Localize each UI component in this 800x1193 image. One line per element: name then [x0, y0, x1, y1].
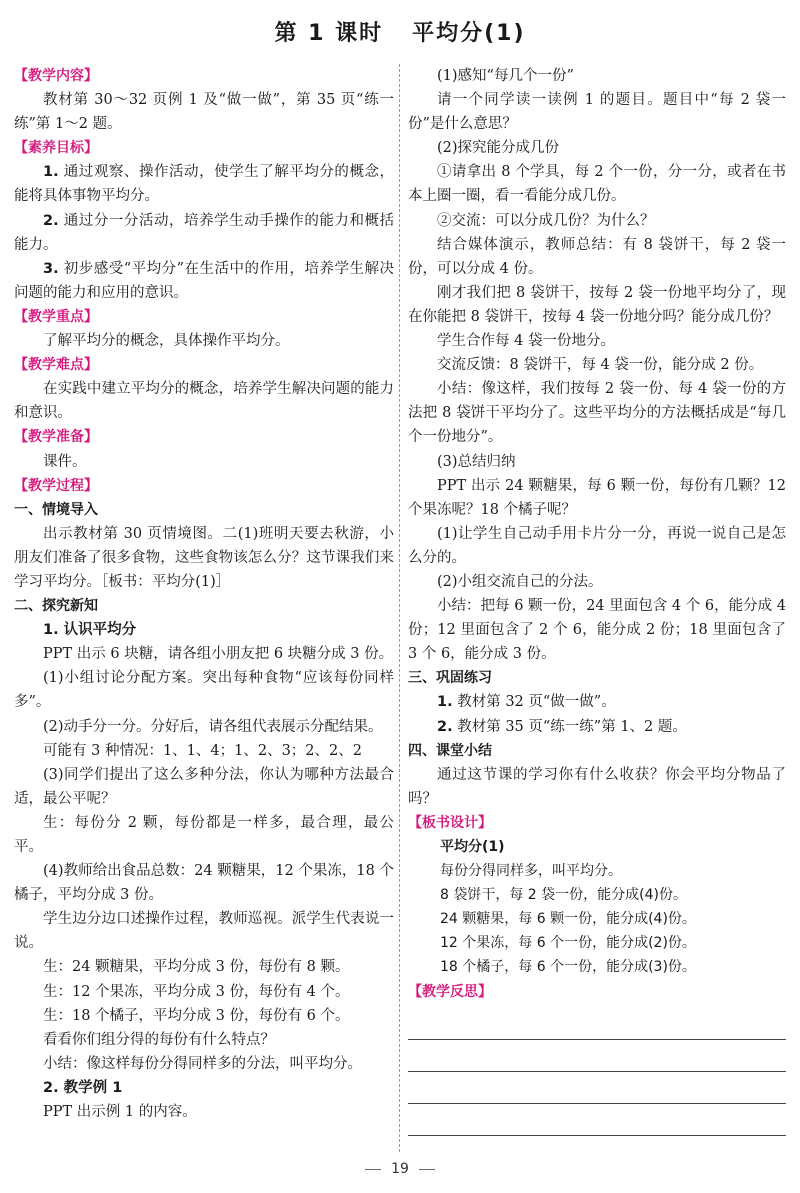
explore-paragraph: 生：每份分 2 颗，每份都是一样多，最合理，最公平。: [14, 814, 394, 855]
right-paragraph: 结合媒体演示，教师总结：有 8 袋饼干，每 2 袋一份，可以分成 4 份。: [408, 236, 786, 277]
board-line: 18 个橘子，每 6 个一份，能分成(3)份。: [440, 959, 696, 976]
board-line: 每份分得同样多，叫平均分。: [440, 863, 622, 880]
explore-paragraph: (4)教师给出食品总数：24 颗糖果，12 个果冻，18 个橘子，平均分成 3 份。: [14, 863, 394, 904]
section-summary: 四、课堂小结: [408, 742, 492, 759]
board-line: 12 个果冻，每 6 个一份，能分成(2)份。: [440, 935, 696, 952]
section-explore: 二、探究新知: [14, 598, 98, 615]
page-title: 第 1 课时 平均分(1): [274, 21, 526, 46]
explore-paragraph: PPT 出示例 1 的内容。: [43, 1104, 197, 1121]
explore-paragraph: 生：12 个果冻，平均分成 3 份，每份有 4 个。: [43, 983, 350, 1000]
board-design: [408, 835, 786, 980]
board-line: 8 袋饼干，每 2 袋一份，能分成(4)份。: [440, 887, 687, 904]
heading-difficulty: 【教学难点】: [14, 357, 98, 374]
goal-3: 3. 初步感受“平均分”在生活中的作用，培养学生解决问题的能力和应用的意识。: [14, 260, 394, 301]
column-divider: [399, 64, 400, 1152]
preparation-text: 课件。: [43, 453, 87, 470]
heading-key-point: 【教学重点】: [14, 308, 98, 325]
heading-reflection: 【教学反思】: [408, 983, 492, 1000]
heading-goals: 【素养目标】: [14, 140, 98, 157]
goal-1: 1. 通过观察、操作活动，使学生了解平均分的概念，能将具体事物平均分。: [14, 164, 395, 205]
right-paragraph: (3)总结归纳: [437, 453, 516, 470]
explore-paragraph: 生：18 个橘子，平均分成 3 份，每份有 6 个。: [43, 1007, 350, 1024]
right-paragraph: ①请拿出 8 个学具，每 2 个一份，分一分，或者在书本上圈一圈，看一看能分成几份。: [408, 164, 786, 205]
left-column: [14, 64, 394, 1124]
board-title: 平均分(1): [440, 839, 505, 855]
explore-paragraph: 小结：像这样每份分得同样多的分法，叫平均分。: [43, 1055, 362, 1072]
writing-line: [408, 1104, 786, 1136]
heading-teaching-content: 【教学内容】: [14, 68, 98, 84]
explore-paragraph: PPT 出示 6 块糖，请各组小朋友把 6 块糖分成 3 份。: [43, 646, 394, 663]
teaching-content-text: 教材第 30～32 页例 1 及“做一做”，第 35 页“练一练”第 1～2 题。: [14, 92, 394, 133]
explore-paragraph: 生：24 颗糖果，平均分成 3 份，每份有 8 颗。: [43, 959, 350, 976]
reflection-lines: [408, 1008, 786, 1136]
right-paragraph: 小结：把每 6 颗一份，24 里面包含 4 个 6，能分成 4 份；12 里面包含了 2 个 6，能分成 2 份；18 里面包含了 3 个 6，能分成 3 份。: [408, 598, 786, 663]
right-paragraph: 请一个同学读一读例 1 的题目。题目中“每 2 袋一份”是什么意思？: [408, 92, 786, 133]
explore-paragraph: 学生边分边口述操作过程，教师巡视。派学生代表说一说。: [14, 911, 394, 952]
right-paragraph: 交流反馈：8 袋饼干，每 4 袋一份，能分成 2 份。: [437, 357, 764, 374]
right-paragraph: (1)感知“每几个一份”: [437, 68, 574, 84]
writing-line: [408, 1008, 786, 1040]
board-line: 24 颗糖果，每 6 颗一份，能分成(4)份。: [440, 911, 696, 928]
right-paragraph: PPT 出示 24 颗糖果，每 6 颗一份，每份有几颗？12 个果冻呢？18 个橘子呢？: [408, 477, 786, 518]
right-paragraph: (2)探究能分成几份: [437, 140, 560, 157]
explore-paragraph: (2)动手分一分。分好后，请各组代表展示分配结果。: [43, 718, 383, 735]
summary-text: 通过这节课的学习你有什么收获？你会平均分物品了吗？: [408, 766, 786, 807]
practice-item-1: 1. 教材第 32 页“做一做”。: [437, 694, 616, 711]
right-paragraph: 小结：像这样，我们按每 2 袋一份、每 4 袋一份的方法把 8 袋饼干平均分了。这些平均分的方法概括成是“每几个一份地分”。: [408, 381, 786, 446]
writing-line: [408, 1040, 786, 1072]
subsection-example-1: 2. 教学例 1: [43, 1079, 123, 1096]
right-paragraph: 学生合作每 4 袋一份地分。: [437, 333, 615, 350]
key-point-text: 了解平均分的概念，具体操作平均分。: [43, 333, 290, 350]
intro-text: 出示教材第 30 页情境图。二(1)班明天要去秋游，小朋友们准备了很多食物，这些食物该怎么分？这节课我们来学习平均分。［板书：平均分(1)］: [14, 525, 394, 590]
heading-preparation: 【教学准备】: [14, 429, 98, 446]
explore-paragraph: 看看你们组分得的每份有什么特点？: [43, 1031, 275, 1048]
heading-process: 【教学过程】: [14, 477, 98, 494]
right-paragraph: ②交流：可以分成几份？为什么？: [437, 212, 655, 229]
subsection-know-average: 1. 认识平均分: [43, 622, 137, 639]
writing-line: [408, 1072, 786, 1104]
explore-paragraph: (3)同学们提出了这么多种分法，你认为哪种方法最合适，最公平呢？: [14, 766, 394, 807]
right-paragraph: (1)让学生自己动手用卡片分一分，再说一说自己是怎么分的。: [408, 525, 786, 566]
right-paragraph: 刚才我们把 8 袋饼干，按每 2 袋一份地平均分了，现在你能把 8 袋饼干，按每 4 袋一份地分吗？能分成几份？: [408, 284, 786, 325]
right-column: [408, 64, 786, 1136]
explore-paragraph: (1)小组讨论分配方案。突出每种食物“应该每份同样多”。: [14, 670, 394, 711]
page-number: 19: [0, 1161, 800, 1177]
explore-paragraph: 可能有 3 种情况：1、1、4；1、2、3；2、2、2: [43, 742, 362, 759]
section-intro: 一、情境导入: [14, 501, 98, 518]
goal-2: 2. 通过分一分活动，培养学生动手操作的能力和概括能力。: [14, 212, 395, 253]
right-paragraph: (2)小组交流自己的分法。: [437, 573, 603, 590]
difficulty-text: 在实践中建立平均分的概念，培养学生解决问题的能力和意识。: [14, 381, 394, 422]
heading-board-design: 【板书设计】: [408, 814, 492, 831]
practice-item-2: 2. 教材第 35 页“练一练”第 1、2 题。: [437, 718, 687, 735]
section-practice: 三、巩固练习: [408, 670, 492, 687]
